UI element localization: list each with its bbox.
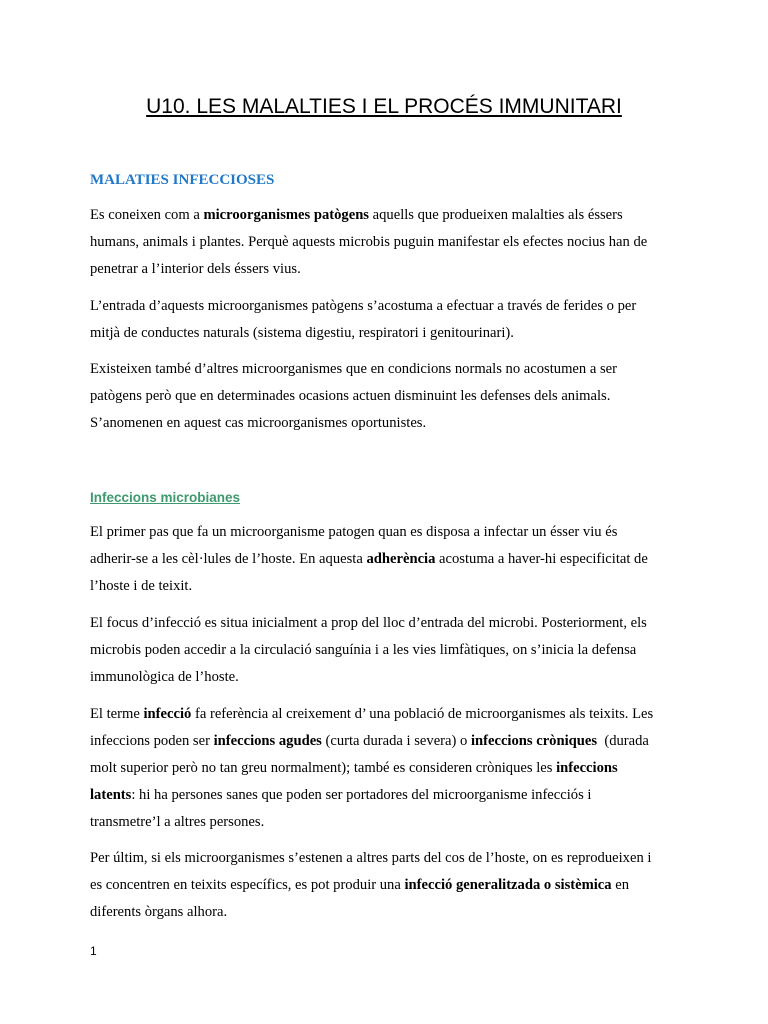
- document-title: U10. LES MALALTIES I EL PROCÉS IMMUNITARI: [146, 95, 622, 118]
- text-line: l’hoste i de teixit.: [90, 578, 193, 594]
- text-line: patògens però que en determinades ocasions actuen disminuint les defenses dels animals.: [90, 388, 611, 404]
- paragraph-microorganismes-patogens: [90, 202, 680, 283]
- bold-term: latents: [90, 787, 132, 803]
- paragraph-infeccio-generalitzada: [90, 845, 680, 926]
- page-number: 1: [90, 944, 97, 958]
- text-line: S’anomenen en aquest cas microorganismes oportunistes.: [90, 415, 427, 431]
- paragraph-oportunistes: [90, 356, 680, 437]
- text-line: Per últim, si els microorganismes s’estenen a altres parts del cos de l’hoste, on es reprodueixen i: [90, 850, 652, 866]
- text-line: microbis poden accedir a la circulació sanguínia i a les vies limfàtiques, on s’inicia la defensa: [90, 642, 637, 658]
- section-heading-infeccions-microbianes: Infeccions microbianes: [90, 490, 241, 505]
- bold-term: infecció generalitzada o sistèmica: [404, 877, 612, 893]
- bold-term: infeccions cròniques: [470, 733, 598, 749]
- paragraph-focus-infeccio: [90, 610, 680, 691]
- bold-term: infeccions: [556, 760, 618, 776]
- text-line: Es coneixen com a microorganismes patògens aquells que produeixen malalties als éssers: [90, 207, 623, 223]
- text-line: diferents òrgans alhora.: [90, 904, 228, 920]
- text-line: adherir-se a les cèl·lules de l’hoste. En aquesta adherència acostuma a haver-hi especificitat de: [90, 551, 648, 567]
- text-line: El primer pas que fa un microorganisme patogen quan es disposa a infectar un ésser viu és: [90, 524, 618, 540]
- text-line: El focus d’infecció es situa inicialment a prop del lloc d’entrada del microbi. Posteriorment, els: [90, 615, 647, 631]
- bold-term: adherència: [366, 551, 436, 567]
- bold-term: infeccions agudes: [213, 733, 322, 749]
- text-line: El terme infecció fa referència al creixement d’ una població de microorganismes als teixits. Les: [90, 706, 654, 722]
- paragraph-adherencia: [90, 519, 680, 600]
- text-line: Existeixen també d’altres microorganismes que en condicions normals no acostumen a ser: [90, 361, 617, 377]
- text-line: humans, animals i plantes. Perquè aquests microbis puguin manifestar els efectes nocius han de: [90, 234, 648, 250]
- bold-term: infecció: [143, 706, 192, 722]
- text-line: latents: hi ha persones sanes que poden ser portadores del microorganisme infecciós i: [90, 787, 592, 803]
- section-heading-malaties-infeccioses: MALATIES INFECCIOSES: [90, 172, 275, 188]
- text-line: molt superior però no tan greu normalment); també es consideren cròniques les infeccions: [90, 760, 618, 776]
- text-line: penetrar a l’interior dels éssers vius.: [90, 261, 301, 277]
- text-line: transmetre’l a altres persones.: [90, 814, 265, 830]
- text-line: mitjà de conductes naturals (sistema digestiu, respiratori i genitourinari).: [90, 325, 514, 341]
- text-line: immunològica de l’hoste.: [90, 669, 239, 685]
- paragraph-terme-infeccio: [90, 701, 680, 836]
- text-line: es concentren en teixits específics, es pot produir una infecció generalitzada o sistèmica en: [90, 877, 630, 893]
- text-line: L’entrada d’aquests microorganismes patògens s’acostuma a efectuar a través de ferides o per: [90, 298, 637, 314]
- text-line: infeccions poden ser infeccions agudes (curta durada i severa) o infeccions cròniques (durada: [90, 733, 649, 749]
- paragraph-entrada: [90, 293, 680, 347]
- bold-term: microorganismes patògens: [203, 207, 369, 223]
